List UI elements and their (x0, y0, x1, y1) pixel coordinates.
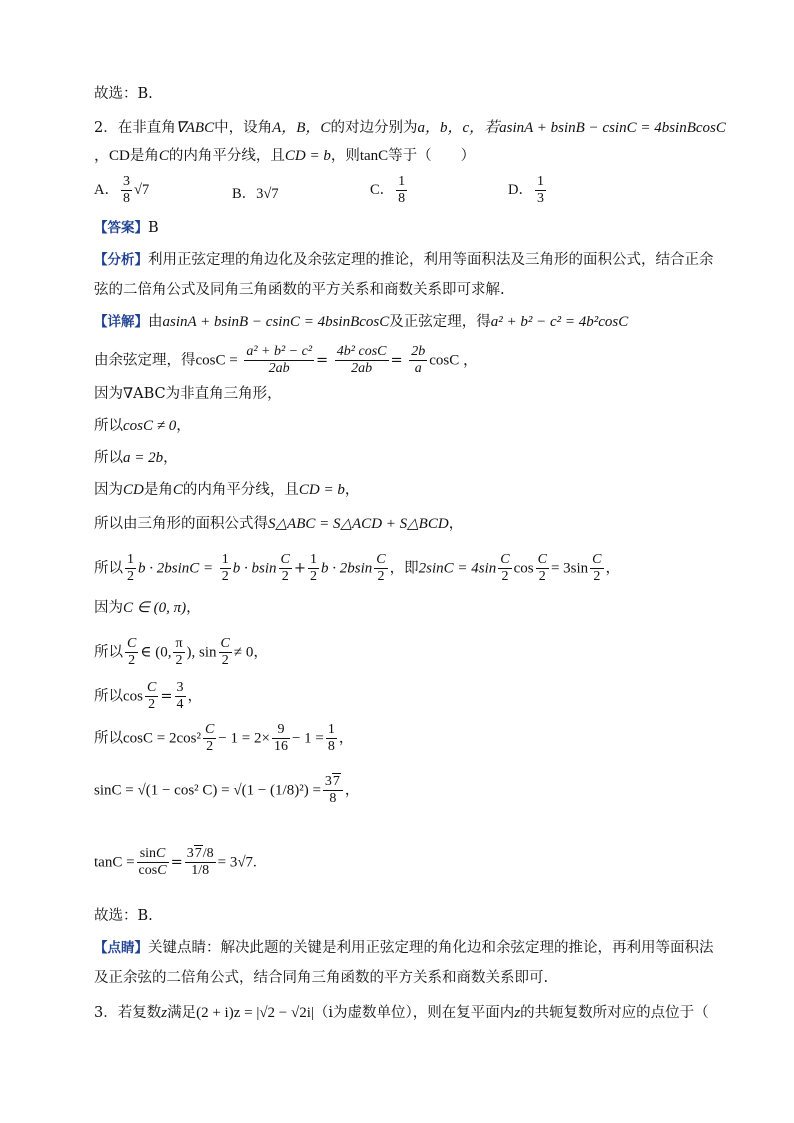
q2-detail-line9: 因为C ∈ (0, π)， (94, 600, 201, 616)
q2-analysis-line1 (94, 250, 714, 270)
q2-stem-line1 (94, 118, 726, 138)
q2-detail-line11: 所以cos $\frac{C}{2}$ = $\frac{3}{4}$ ， (94, 680, 202, 712)
q2-detail-line13: sinC = √(1 − cos² C) = √(1 − (1/8)²) = $\frac{37}{8}$ ， (94, 774, 360, 806)
q2-cd: ，CD (94, 148, 130, 164)
answer-value: B (148, 220, 159, 236)
q2-angles: A，B，C (272, 120, 331, 136)
q2-analysis-line2: 弦的二倍角公式及同角三角函数的平方关系和商数关系即可求解. (94, 282, 505, 298)
q2-text-c: ，则 (330, 148, 360, 164)
q2-sides: a，b，c，若 (417, 120, 500, 136)
q2-option-d: D． $\frac{1}{3}$ (508, 174, 544, 206)
q2-angle-c: C (158, 148, 169, 164)
q2-tip-line1: 【点睛】关键点睛：解决此题的关键是利用正弦定理的角化边和余弦定理的推论，再利用等面积法 (94, 940, 714, 956)
q2-number: 2． (94, 120, 118, 136)
q2-stem-equation: asinA + bsinB − csinC = 4bsinBcosC (499, 120, 726, 136)
q2-stem-text-2: 中，设角 (214, 120, 273, 136)
tip-tag: 【点睛】 (94, 940, 148, 956)
q2-stem-text: 在非直角 (117, 120, 176, 136)
q2-stem-text-3: 的对边分别为 (330, 120, 418, 136)
answer-tag: 【答案】 (94, 220, 148, 236)
q1-choice-text: 故选：B. (94, 86, 153, 102)
q2-detail-line4: 所以cosC ≠ 0， (94, 418, 191, 434)
q2-tanc: tanC (359, 148, 389, 164)
q3-stem-line1: 3．若复数z满足(2 + i)z = |√2 − √2i|（i为虚数单位），则在复平面内z的共轭复数所对应的点位于（ (94, 1005, 709, 1021)
q2-detail-line3: 因为∇ABC为非直角三角形， (94, 386, 282, 402)
q2-text-a: 是角 (129, 148, 159, 164)
q2-detail-line8: 所以 $\frac{1}{2}$ b · 2bsinC = $\frac{1}{2}$ b · bsin $\frac{C}{2}$ + $\frac{1}{2}$ b · 2bsin $\frac{C}{2}$ ，即2sinC = 4sin $\frac{C}{2}$ cos $\frac{C}{2}$ = 3sin $\frac{C}{2}$ ， (94, 552, 621, 584)
q2-detail-line2: 由余弦定理，得cosC = $\frac{\text{a² + b² − c²}}{2ab}$ = $\frac{\text{4b² cosC}}{2ab}$ = $\frac{2b}{a}$ cosC ， (94, 344, 479, 376)
q2-detail-line10: 所以 $\frac{C}{2}$ ∈ (0, $\frac{\pi}{2}$ ), sin $\frac{C}{2}$ ≠ 0， (94, 636, 268, 668)
q2-detail-line12: 所以cosC = 2cos² $\frac{C}{2}$ − 1 = 2× $\frac{9}{16}$ − 1 = $\frac{1}{8}$ ， (94, 722, 354, 754)
analysis-text-1: 利用正弦定理的角边化及余弦定理的推论，利用等面积法及三角形的面积公式，结合正余 (148, 252, 714, 268)
q2-detail-line5: 所以a = 2b， (94, 450, 178, 466)
q2-choice-text: 故选：B. (94, 908, 153, 924)
detail-tag: 【详解】 (94, 314, 148, 330)
q2-option-c: C． $\frac{1}{8}$ (370, 174, 406, 206)
analysis-tag: 【分析】 (94, 252, 148, 268)
q2-detail-line14: tanC = $\frac{\sin C}{\cos C}$ = $\frac{37/8}{1/8}$ = 3√7. (94, 846, 257, 878)
q2-option-b: B．3√7 (232, 186, 279, 202)
q2-stem-line2 (94, 146, 714, 166)
q2-triangle: ∇ABC (175, 120, 215, 136)
q2-detail-line7: 所以由三角形的面积公式得S△ABC = S△ACD + S△BCD， (94, 516, 464, 532)
q2-tip-line2: 及正余弦的二倍角公式，结合同角三角函数的平方关系和商数关系即可. (94, 970, 549, 986)
q2-detail-line6: 因为CD是角C的内角平分线，且CD = b， (94, 482, 360, 498)
q2-answer (94, 218, 714, 238)
q2-option-a: A． $\frac{3}{8}$ √7 (94, 174, 150, 206)
q2-detail-line1: 【详解】由asinA + bsinB − csinC = 4bsinBcosC及正弦定理，得a² + b² − c² = 4b²cosC (94, 314, 629, 330)
q2-cd-eq: CD = b (284, 148, 331, 164)
q2-text-d: 等于（ ） (388, 148, 476, 164)
q2-text-b: 的内角平分线，且 (168, 148, 285, 164)
